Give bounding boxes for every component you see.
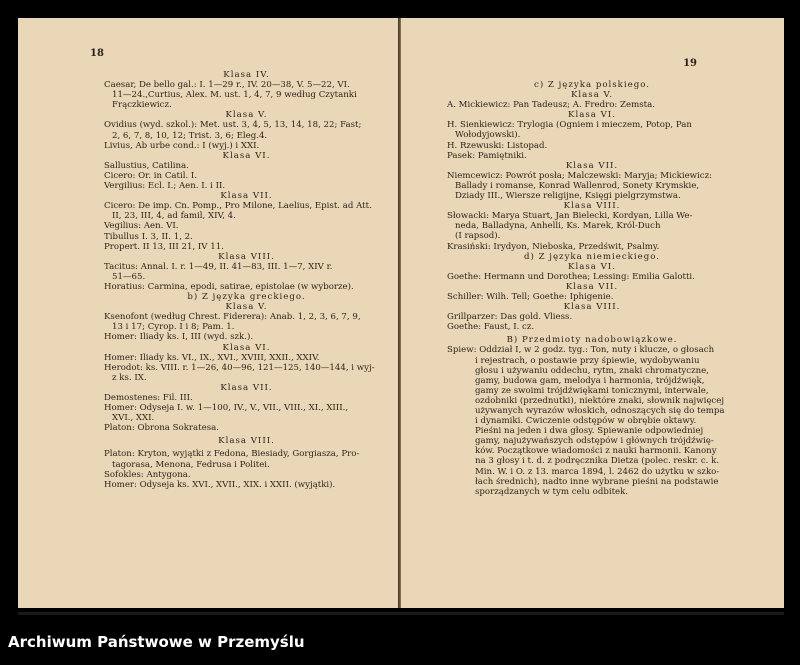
text-line: 13 i 17; Cyrop. I i 8; Pam. 1. (112, 322, 235, 333)
text-line: Ballady i romanse, Konrad Wallenrod, Sonety Krymskie, (455, 180, 700, 191)
text-line: Ksenofont (według Chrest. Fiderera): Anab. 1, 2, 3, 6, 7, 9, (104, 312, 361, 323)
text-line: Propert. II 13, III 21, IV 11. (104, 241, 224, 252)
text-line: Homer: Iliady ks. I, III (wyd. szk.). (104, 332, 254, 343)
text-line: Pasek: Pamiętniki. (447, 150, 527, 161)
left-page (18, 18, 401, 608)
text-line: 2, 6, 7, 8, 10, 12; Trist. 3, 6; Eleg.4. (112, 130, 268, 141)
text-line: Tacitus: Annal. I. r. 1—49, II. 41—83, III. 1—7, XIV r. (104, 261, 333, 272)
text-line: ków. Początkowe wiadomości z nauki harmonii. Kanony (475, 446, 717, 457)
section-heading: d) Z języka niemieckiego. (524, 251, 660, 262)
text-line: Słowacki: Marya Stuart, Jan Bielecki, Kordyan, Lilla We- (447, 211, 693, 222)
text-line: Horatius: Carmina, epodi, satirae, epistolae (w wyborze). (104, 281, 354, 292)
text-line: 11—24.,Curtius, Alex. M. ust. 1, 4, 7, 9 według Czytanki (112, 90, 357, 101)
section-heading: Klasa IV. (223, 70, 270, 80)
archive-label: Archiwum Państwowe w Przemyślu (8, 633, 305, 651)
text-line: tagorasa, Menona, Fedrusa i Politei. (112, 459, 270, 470)
text-line: Wołodyjowski). (455, 130, 521, 141)
text-line: Cicero: Or. in Catil. I. (104, 170, 198, 181)
page-number-right: 19 (683, 58, 697, 69)
text-line: z ks. IX. (112, 372, 147, 383)
right-page (401, 18, 784, 608)
text-line: gamy, budowa gam, melodya i harmonia, trójdźwięk, (475, 375, 705, 386)
page-number-left: 18 (90, 48, 104, 59)
text-line: Homer: Odyseja ks. XVI., XVII., XIX. i XXII. (wyjątki). (104, 479, 336, 490)
text-line: Goethe: Hermann und Dorothea; Lessing: Emilia Galotti. (447, 271, 695, 282)
section-heading: Klasa VIII. (218, 251, 275, 262)
text-line: Min. W. i O. z 13. marca 1894, l. 2462 do użytku w szko- (475, 466, 720, 477)
section-heading: Klasa VI. (222, 150, 271, 161)
text-line: używanych wyrazów włoskich, odnoszących się do tempa (475, 406, 725, 416)
text-line: Grillparzer: Das gold. Vliess. (447, 312, 573, 323)
text-line: neda, Balladyna, Anhelli, Ks. Marek, Król-Duch (455, 221, 661, 232)
text-line: Pieśni na jeden i dwa głosy. Śpiewanie odpowiedniej (475, 426, 704, 437)
text-line: Schiller: Wilh. Tell; Goethe: Iphigenie. (447, 291, 614, 302)
text-line: H. Sienkiewicz: Trylogia (Ogniem i mieczem, Potop, Pan (447, 120, 692, 131)
text-line: sporządzanych w tym celu odbitek. (475, 486, 629, 497)
text-line: gamy, najużywańszych odstępów i głównych trójdźwię- (475, 436, 714, 447)
text-line: ozdobniki (przednutki), niektóre znaki, słownik najwięcej (475, 395, 724, 406)
text-line: XVI., XXI. (112, 413, 155, 424)
text-line: Caesar, De bello gal.: I. 1—29 r., IV. 20—38, V. 5—22, VI. (104, 80, 350, 91)
section-heading: Klasa VI. (568, 110, 616, 121)
text-line: Homer: Iliady ks. VI., IX., XVI., XVIII, XXII., XXIV. (104, 352, 320, 363)
text-line: i dynamiki. Ćwiczenie odstępów w obrębie oktawy. (475, 416, 697, 427)
text-line: Śpiew: Oddział I, w 2 godz. tyg.: Ton, nuty i klucze, o głosach (447, 345, 715, 356)
section-heading: Klasa VII. (565, 281, 619, 292)
text-line: głosu i używaniu oddechu, rytm, znaki chromatyczne, (475, 365, 709, 376)
text-line: Niemcewicz: Powrót posła; Malczewski: Maryja; Mickiewicz: (447, 170, 713, 181)
section-heading: Klasa VIII. (563, 302, 621, 313)
section-heading: Klasa VIII. (563, 201, 621, 212)
text-line: 51—65. (112, 271, 146, 282)
section-heading: Klasa V. (225, 302, 268, 313)
text-line: łach średnich), nadto inne wybrane pieśni na podstawie (475, 476, 719, 487)
text-line: Livius, Ab urbe cond.: I (wyj.) i XXI. (104, 140, 260, 151)
text-line: Goethe: Faust, I. cz. (447, 322, 535, 333)
text-line: gamy ze swoimi trójdźwiękami tonicznymi, interwale, (475, 385, 709, 396)
text-line: Homer: Odyseja I. w. 1—100, IV., V., VII., VIII., XI., XIII., (104, 403, 349, 414)
section-heading: Klasa V. (571, 90, 613, 101)
scan-edge (18, 612, 784, 615)
text-line: Sallustius, Catilina. (104, 160, 189, 171)
section-heading: Klasa VI. (568, 261, 616, 272)
text-line: Sofokles: Antygona. (104, 469, 191, 480)
text-line: II, 23, III, 4, ad famil, XIV, 4. (112, 211, 236, 222)
text-line: Platon: Obrona Sokratesa. (104, 423, 219, 434)
text-line: Dziady III., Wiersze religijne, Księgi pielgrzymstwa. (455, 191, 681, 202)
text-line: Frączkiewicz. (112, 100, 172, 111)
section-heading: Klasa VII. (220, 191, 273, 202)
section-heading: Klasa V. (225, 110, 268, 121)
section-heading: Klasa VII. (220, 382, 273, 393)
text-line: A. Mickiewicz: Pan Tadeusz; A. Fredro: Zemsta. (447, 100, 655, 111)
text-line: Tibullus I. 3, II. 1, 2. (104, 231, 193, 242)
text-line: Vergilius: Ecl. I.; Aen. I. i II. (104, 181, 226, 192)
text-line: Demostenes: Fil. III. (104, 393, 193, 403)
text-line: i rejestrach, o postawie przy śpiewie, wydobywaniu (475, 355, 700, 366)
text-line: Herodot: ks. VIII. r. 1—26, 40—96, 121—125, 140—144, i wyj- (104, 362, 375, 373)
section-heading: c) Z języka polskiego. (534, 80, 650, 90)
text-line: Ovidius (wyd. szkol.): Met. ust. 3, 4, 5, 13, 14, 18, 22; Fast; (104, 120, 362, 131)
archive-footer (0, 625, 800, 665)
text-line: (I rapsod). (455, 231, 501, 242)
section-heading: b) Z języka greckiego. (187, 292, 306, 303)
text-line: Krasiński: Irydyon, Nieboska, Przedświt, Psalmy. (447, 241, 660, 252)
section-heading: Klasa VII. (565, 160, 619, 171)
section-heading: Klasa VI. (222, 342, 271, 353)
text-line: na 3 głosy i t. d. z podręcznika Dietza (polec. reskr. c. k. (475, 456, 720, 467)
section-heading: B) Przedmioty nadobowiązkowe. (506, 335, 678, 346)
section-heading: Klasa VIII. (218, 436, 275, 447)
text-line: Cicero: De imp. Cn. Pomp., Pro Milone, Laelius, Epist. ad Att. (104, 201, 372, 212)
text-line: H. Rzewuski: Listopad. (447, 140, 548, 151)
left-page-text (104, 70, 389, 490)
text-line: Vegilius: Aen. VI. (104, 221, 179, 232)
text-line: Platon: Kryton, wyjątki z Fedona, Biesiady, Gorgiasza, Pro- (104, 449, 360, 460)
right-page-text (447, 80, 737, 497)
